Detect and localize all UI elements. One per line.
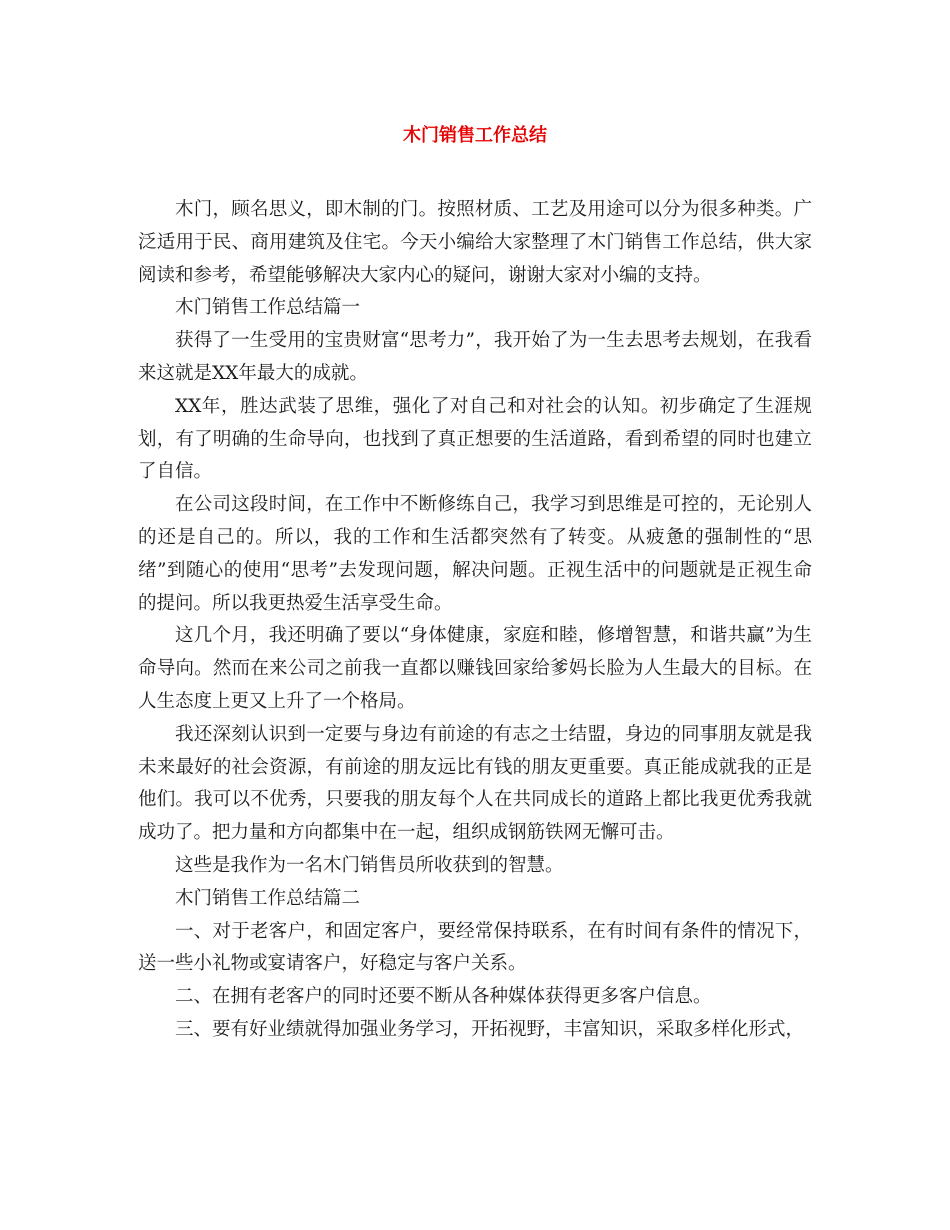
body-paragraph: 这些是我作为一名木门销售员所收获到的智慧。 [175, 854, 564, 876]
document-body [138, 194, 812, 1047]
intro-paragraph: 木门，顾名思义，即木制的门。按照材质、工艺及用途可以分为很多种类。广泛适用于民、商用建筑及住宅。今天小编给大家整理了木门销售工作总结，供大家阅读和参考，希望能够解决大家内心的疑问，谢谢大家对小编的支持。 [138, 199, 812, 286]
list-item: 二、在拥有老客户的同时还要不断从各种媒体获得更多客户信息。 [175, 986, 712, 1008]
document-title: 木门销售工作总结 [403, 125, 547, 146]
body-paragraph: 获得了一生受用的宝贵财富“思考力”，我开始了为一生去思考去规划，在我看来这就是XX年最大的成就。 [138, 330, 812, 384]
body-paragraph: 我还深刻认识到一定要与身边有前途的有志之士结盟，身边的同事朋友就是我未来最好的社会资源，有前途的朋友远比有钱的朋友更重要。真正能成就我的正是他们。我可以不优秀，只要我的朋友每个人在共同成长的道路上都比我更优秀我就成功了。把力量和方向都集中在一起，组织成钢筋铁网无懈可击。 [138, 723, 812, 844]
section-heading-part-two: 木门销售工作总结篇二 [175, 887, 361, 909]
body-paragraph: 这几个月，我还明确了要以“身体健康，家庭和睦，修增智慧，和谐共赢”为生命导向。然而在来公司之前我一直都以赚钱回家给爹妈长脸为人生最大的目标。在人生态度上更又上升了一个格局。 [138, 625, 812, 712]
body-paragraph: XX年，胜达武装了思维，强化了对自己和对社会的认知。初步确定了生涯规划，有了明确的生命导向，也找到了真正想要的生活道路，看到希望的同时也建立了自信。 [138, 395, 812, 483]
list-item: 三、要有好业绩就得加强业务学习，开拓视野，丰富知识，采取多样化形式， [175, 1018, 805, 1040]
list-item: 一、对于老客户，和固定客户，要经常保持联系，在有时间有条件的情况下，送一些小礼物或宴请客户，好稳定与客户关系。 [138, 920, 812, 975]
section-heading-part-one: 木门销售工作总结篇一 [175, 297, 361, 319]
body-paragraph: 在公司这段时间，在工作中不断修练自己，我学习到思维是可控的，无论别人的还是自己的。所以，我的工作和生活都突然有了转变。从疲惫的强制性的“思绪”到随心的使用“思考”去发现问题，解决问题。正视生活中的问题就是正视生命的提问。所以我更热爱生活享受生命。 [138, 494, 812, 614]
